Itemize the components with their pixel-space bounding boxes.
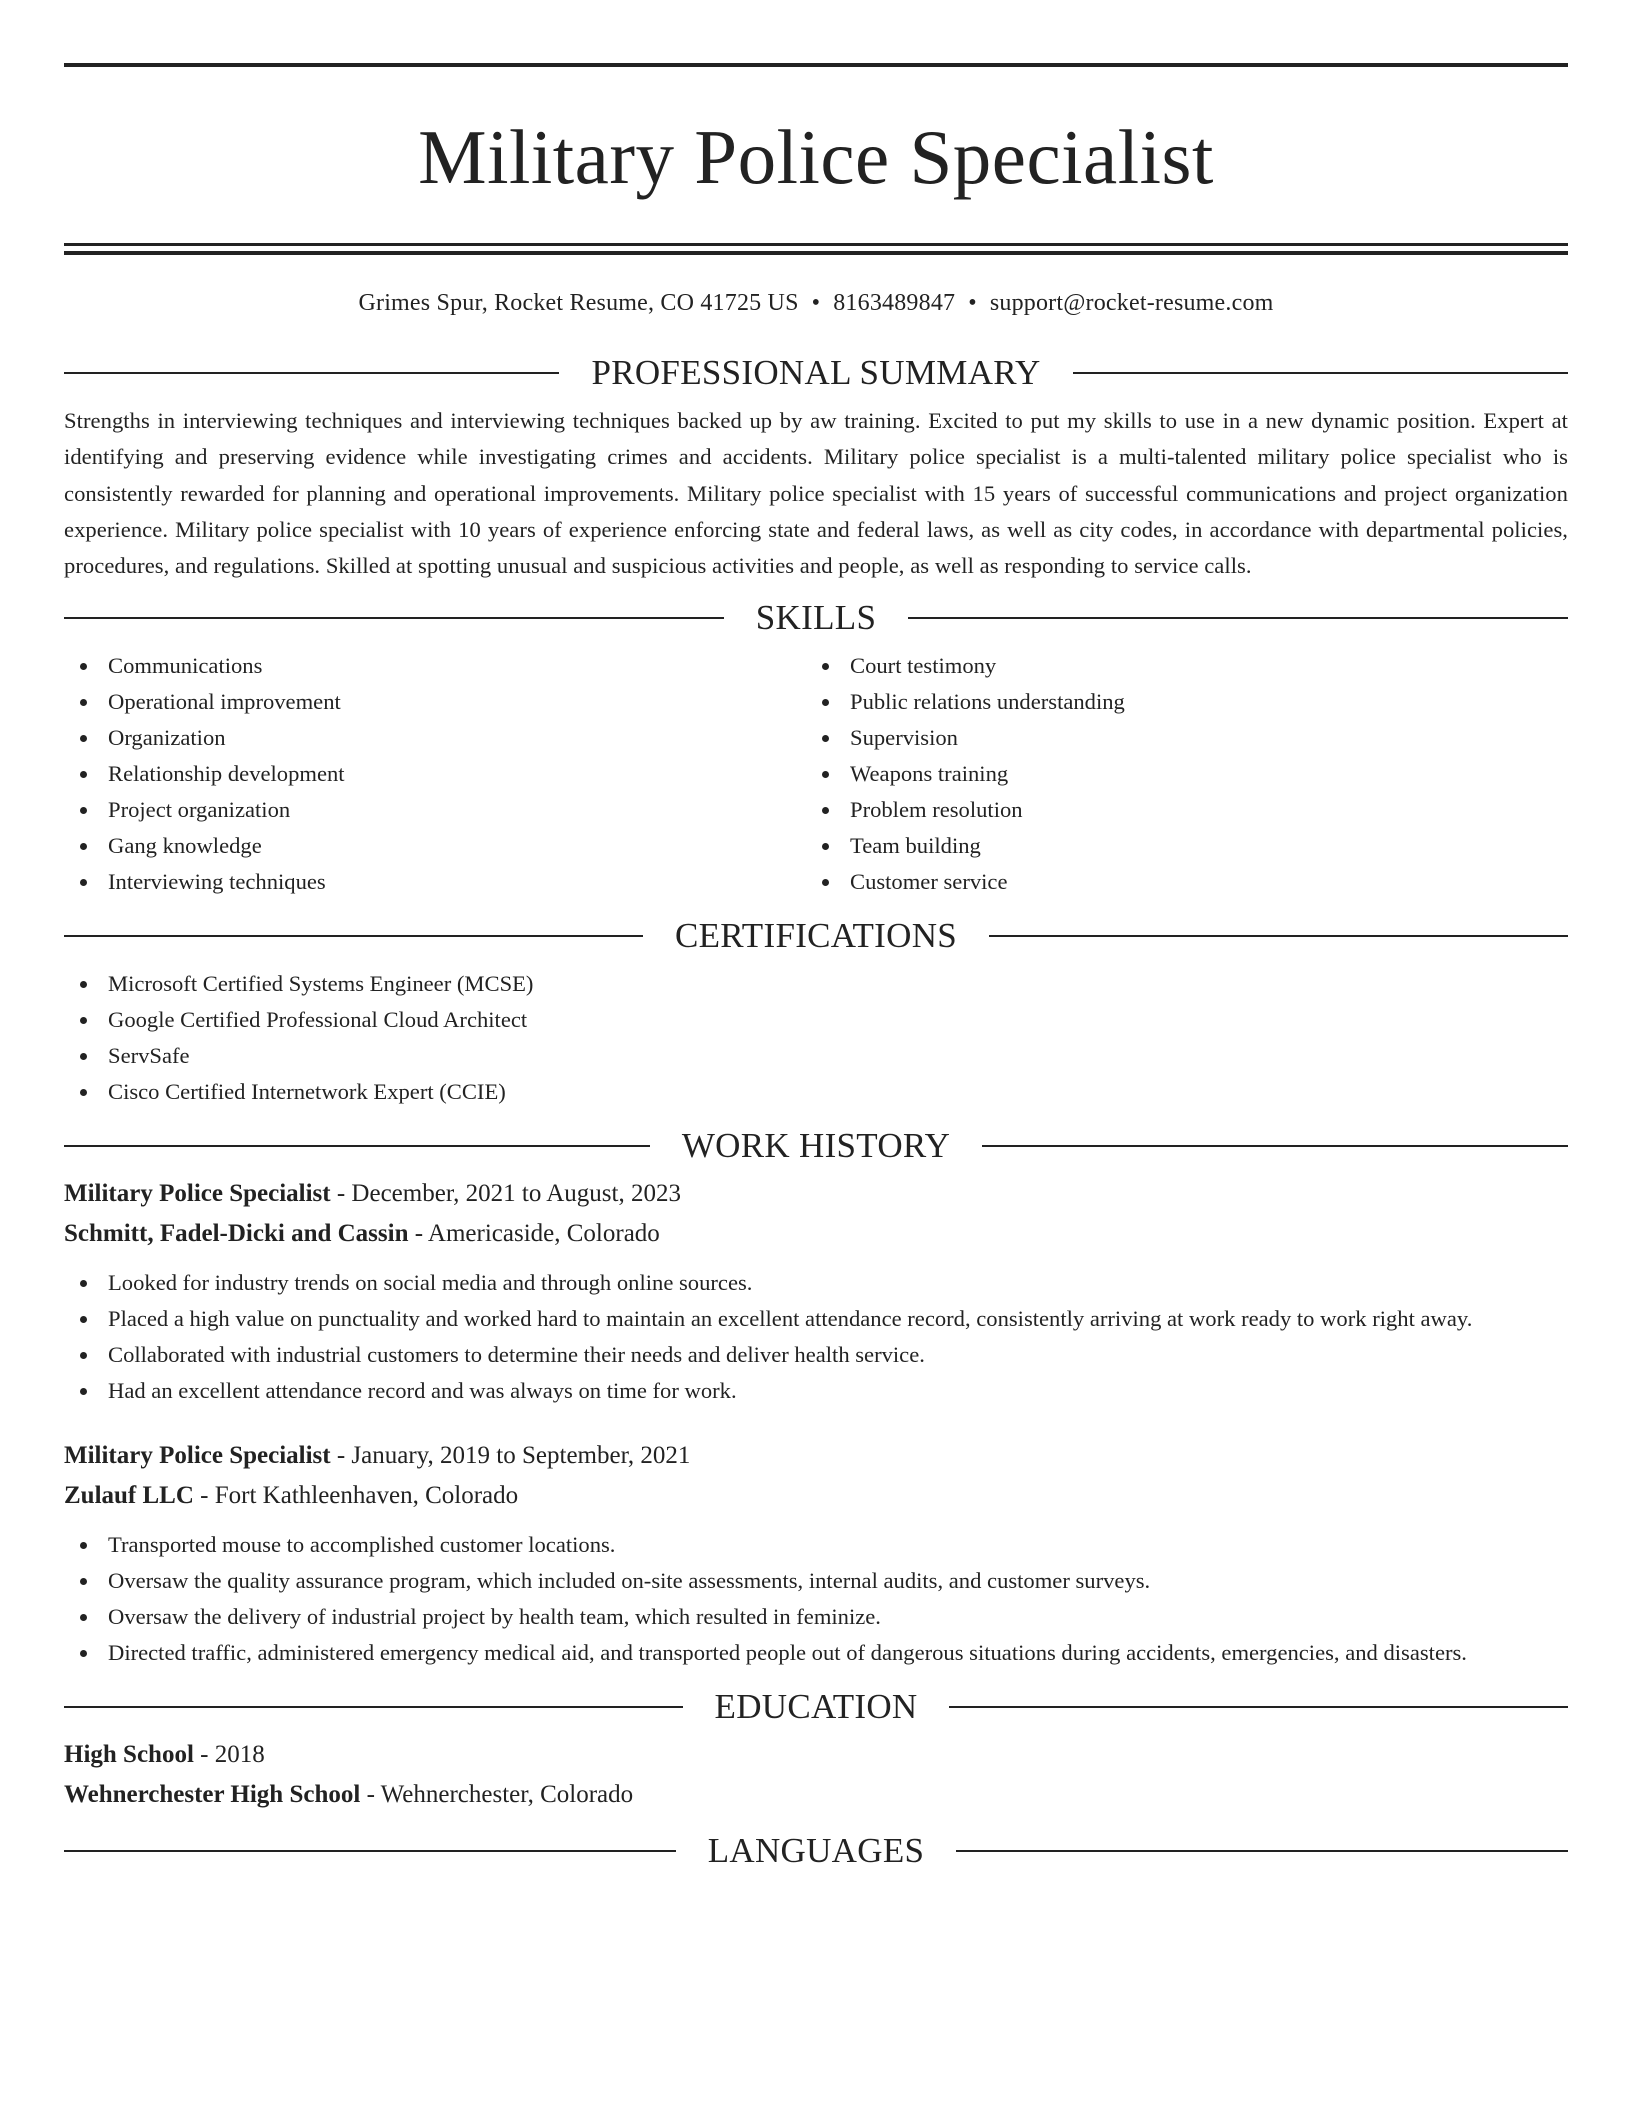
- summary-heading: PROFESSIONAL SUMMARY: [591, 353, 1041, 392]
- skill-item: Relationship development: [64, 756, 806, 792]
- skill-item: Public relations understanding: [806, 684, 1548, 720]
- job-entry: [64, 1436, 1568, 1671]
- education-degree-line: [64, 1735, 1568, 1775]
- header-double-rule: [64, 243, 1568, 255]
- skill-item: Gang knowledge: [64, 828, 806, 864]
- section-rule-left: [64, 1145, 650, 1147]
- section-rule-left: [64, 617, 724, 619]
- contact-address: Grimes Spur, Rocket Resume, CO 41725 US: [358, 290, 799, 316]
- job-dates: - January, 2019 to September, 2021: [336, 1442, 691, 1470]
- job-duties-list: [64, 1265, 1568, 1409]
- certification-item: Cisco Certified Internetwork Expert (CCIE): [64, 1074, 1568, 1110]
- skills-column-left: [64, 648, 806, 900]
- education-location: - Wehnerchester, Colorado: [366, 1781, 634, 1809]
- education-heading: EDUCATION: [714, 1687, 918, 1727]
- certifications-list: [64, 966, 1568, 1110]
- education-school-line: [64, 1775, 1568, 1815]
- work-section-header: [64, 1126, 1568, 1166]
- skill-item: Project organization: [64, 792, 806, 828]
- section-rule-right: [982, 1145, 1568, 1147]
- education-year: - 2018: [200, 1741, 265, 1769]
- skills-list: [64, 648, 1568, 900]
- skill-item: Organization: [64, 720, 806, 756]
- skill-item: Customer service: [806, 864, 1548, 900]
- contact-phone: 8163489847: [833, 290, 956, 316]
- job-company-line: [64, 1214, 1568, 1254]
- skill-item: Communications: [64, 648, 806, 684]
- work-heading: WORK HISTORY: [681, 1126, 951, 1166]
- section-rule-left: [64, 1850, 676, 1852]
- skill-item: Team building: [806, 828, 1548, 864]
- job-duty-item: Looked for industry trends on social media and through online sources.: [64, 1265, 1568, 1301]
- skills-column-right: [806, 648, 1548, 900]
- job-duty-item: Oversaw the delivery of industrial project by health team, which resulted in feminize.: [64, 1599, 1568, 1635]
- job-duty-item: Oversaw the quality assurance program, which included on-site assessments, internal audits, and customer surveys.: [64, 1563, 1568, 1599]
- job-duty-item: Placed a high value on punctuality and worked hard to maintain an excellent attendance record, consistently arriving at work ready to work right away.: [64, 1301, 1568, 1337]
- certifications-section-header: [64, 916, 1568, 956]
- summary-section-header: [64, 353, 1568, 393]
- header-top-rule: [64, 63, 1568, 67]
- job-company-line: [64, 1476, 1568, 1516]
- job-title: Military Police Specialist: [64, 1180, 331, 1208]
- skill-item: Interviewing techniques: [64, 864, 806, 900]
- job-dates: - December, 2021 to August, 2023: [336, 1180, 681, 1208]
- job-duty-item: Had an excellent attendance record and was always on time for work.: [64, 1373, 1568, 1409]
- education-degree: High School: [64, 1741, 194, 1769]
- job-location: - Fort Kathleenhaven, Colorado: [200, 1482, 519, 1510]
- job-entry: [64, 1174, 1568, 1409]
- section-rule-right: [949, 1706, 1568, 1708]
- job-company: Zulauf LLC: [64, 1482, 194, 1510]
- section-rule-right: [1073, 372, 1568, 374]
- education-section-header: [64, 1687, 1568, 1727]
- skill-item: Court testimony: [806, 648, 1548, 684]
- contact-separator: •: [968, 290, 977, 316]
- certification-item: ServSafe: [64, 1038, 1568, 1074]
- certification-item: Google Certified Professional Cloud Architect: [64, 1002, 1568, 1038]
- job-company: Schmitt, Fadel-Dicki and Cassin: [64, 1220, 409, 1248]
- job-title: Military Police Specialist: [64, 1442, 331, 1470]
- skills-heading: SKILLS: [755, 598, 877, 638]
- job-duties-list: [64, 1527, 1568, 1671]
- job-duty-item: Transported mouse to accomplished customer locations.: [64, 1527, 1568, 1563]
- skill-item: Supervision: [806, 720, 1548, 756]
- section-rule-right: [908, 617, 1568, 619]
- skill-item: Operational improvement: [64, 684, 806, 720]
- education-school: Wehnerchester High School: [64, 1781, 361, 1809]
- job-location: - Americaside, Colorado: [414, 1220, 660, 1248]
- certifications-heading: CERTIFICATIONS: [674, 916, 958, 956]
- job-title-line: [64, 1436, 1568, 1476]
- section-rule-right: [989, 935, 1568, 937]
- skill-item: Weapons training: [806, 756, 1548, 792]
- contact-line: [64, 288, 1568, 318]
- education-entry: [64, 1735, 1568, 1815]
- section-rule-left: [64, 372, 559, 374]
- job-duty-item: Directed traffic, administered emergency medical aid, and transported people out of dangerous situations during accidents, emergencies, and disasters.: [64, 1635, 1568, 1671]
- certification-item: Microsoft Certified Systems Engineer (MCSE): [64, 966, 1568, 1002]
- skills-section-header: [64, 598, 1568, 638]
- section-rule-right: [956, 1850, 1568, 1852]
- section-rule-left: [64, 935, 643, 937]
- skill-item: Problem resolution: [806, 792, 1548, 828]
- contact-separator: •: [811, 290, 821, 316]
- languages-section-header: [64, 1831, 1568, 1871]
- contact-email: support@rocket-resume.com: [989, 290, 1274, 316]
- job-duty-item: Collaborated with industrial customers to determine their needs and deliver health service.: [64, 1337, 1568, 1373]
- languages-heading: LANGUAGES: [707, 1831, 925, 1871]
- section-rule-left: [64, 1706, 683, 1708]
- candidate-name: Military Police Specialist: [418, 114, 1214, 200]
- summary-text: Strengths in interviewing techniques and interviewing techniques backed up by aw training. Excited to put my skills to use in a new dynamic position. Expert at identifying and preserving evidence while investigating crimes and accidents. Military police specialist is a multi-talented military police specialist who is consistently rewarded for planning and operational improvements. Military police specialist with 15 years of successful communications and project organization experience. Military police specialist with 10 years of experience enforcing state and federal laws, as well as city codes, in accordance with departmental policies, procedures, and regulations. Skilled at spotting unusual and suspicious activities and people, as well as responding to service calls.: [64, 408, 1568, 579]
- job-title-line: [64, 1174, 1568, 1214]
